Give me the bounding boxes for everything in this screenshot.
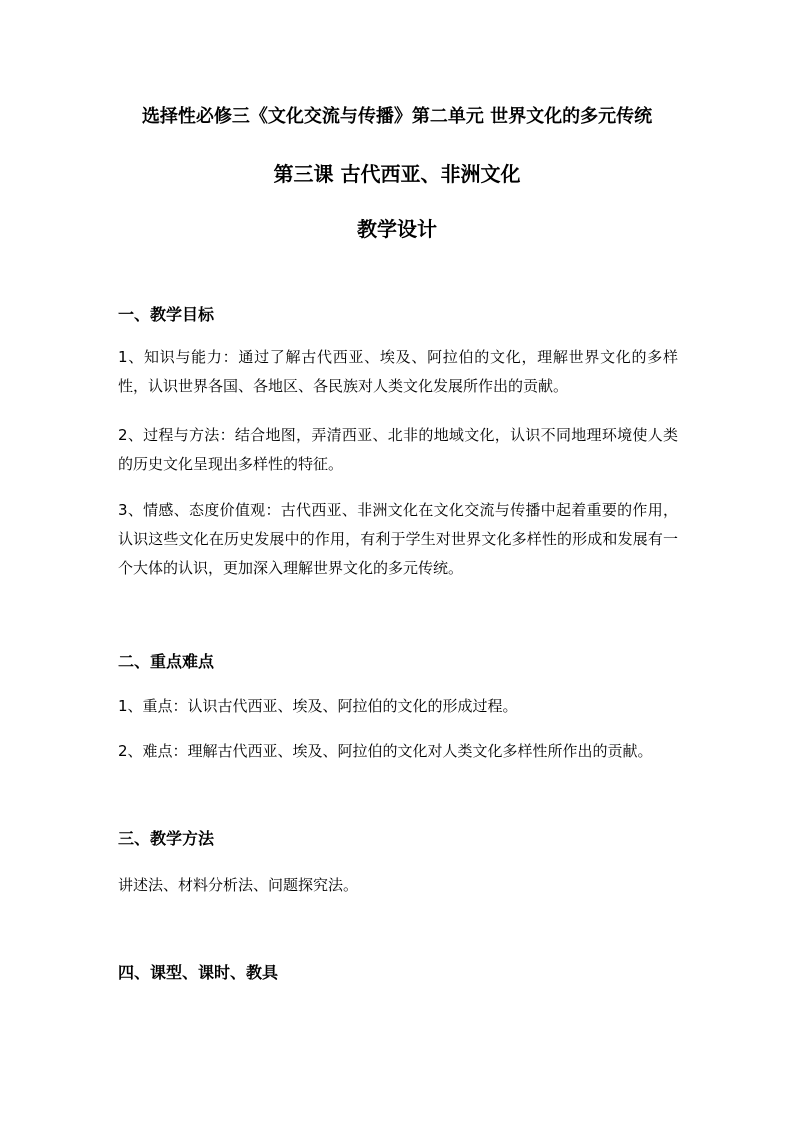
section-heading-lesson-type: 四、课型、课时、教具 (118, 963, 279, 982)
key-point-paragraph: 1、重点：认识古代西亚、埃及、阿拉伯的文化的形成过程。 (118, 697, 518, 715)
goal-paragraph-knowledge: 1、知识与能力：通过了解古代西亚、埃及、阿拉伯的文化，理解世界文化的多样性，认识世界各国、各地区、各民族对人类文化发展所作出的贡献。 (118, 348, 678, 395)
section-heading-teaching-goals: 一、教学目标 (118, 305, 215, 324)
section-heading-key-points: 二、重点难点 (118, 652, 215, 671)
teaching-methods-paragraph: 讲述法、材料分析法、问题探究法。 (118, 876, 359, 894)
lesson-title: 第三课 古代西亚、非洲文化 (273, 162, 521, 186)
difficulty-paragraph: 2、难点：理解古代西亚、埃及、阿拉伯的文化对人类文化多样性所作出的贡献。 (118, 742, 653, 760)
course-unit-title: 选择性必修三《文化交流与传播》第二单元 世界文化的多元传统 (141, 106, 653, 127)
section-heading-teaching-methods: 三、教学方法 (118, 829, 215, 848)
goal-paragraph-process: 2、过程与方法：结合地图，弄清西亚、北非的地域文化，认识不同地理环境使人类的历史文化呈现出多样性的特征。 (118, 426, 678, 473)
goal-paragraph-emotion: 3、情感、态度价值观：古代西亚、非洲文化在文化交流与传播中起着重要的作用，认识这些文化在历史发展中的作用，有利于学生对世界文化多样性的形成和发展有一个大体的认识，更加深入理解世界文化的多元传统。 (118, 501, 678, 577)
document-type-title: 教学设计 (357, 217, 437, 241)
